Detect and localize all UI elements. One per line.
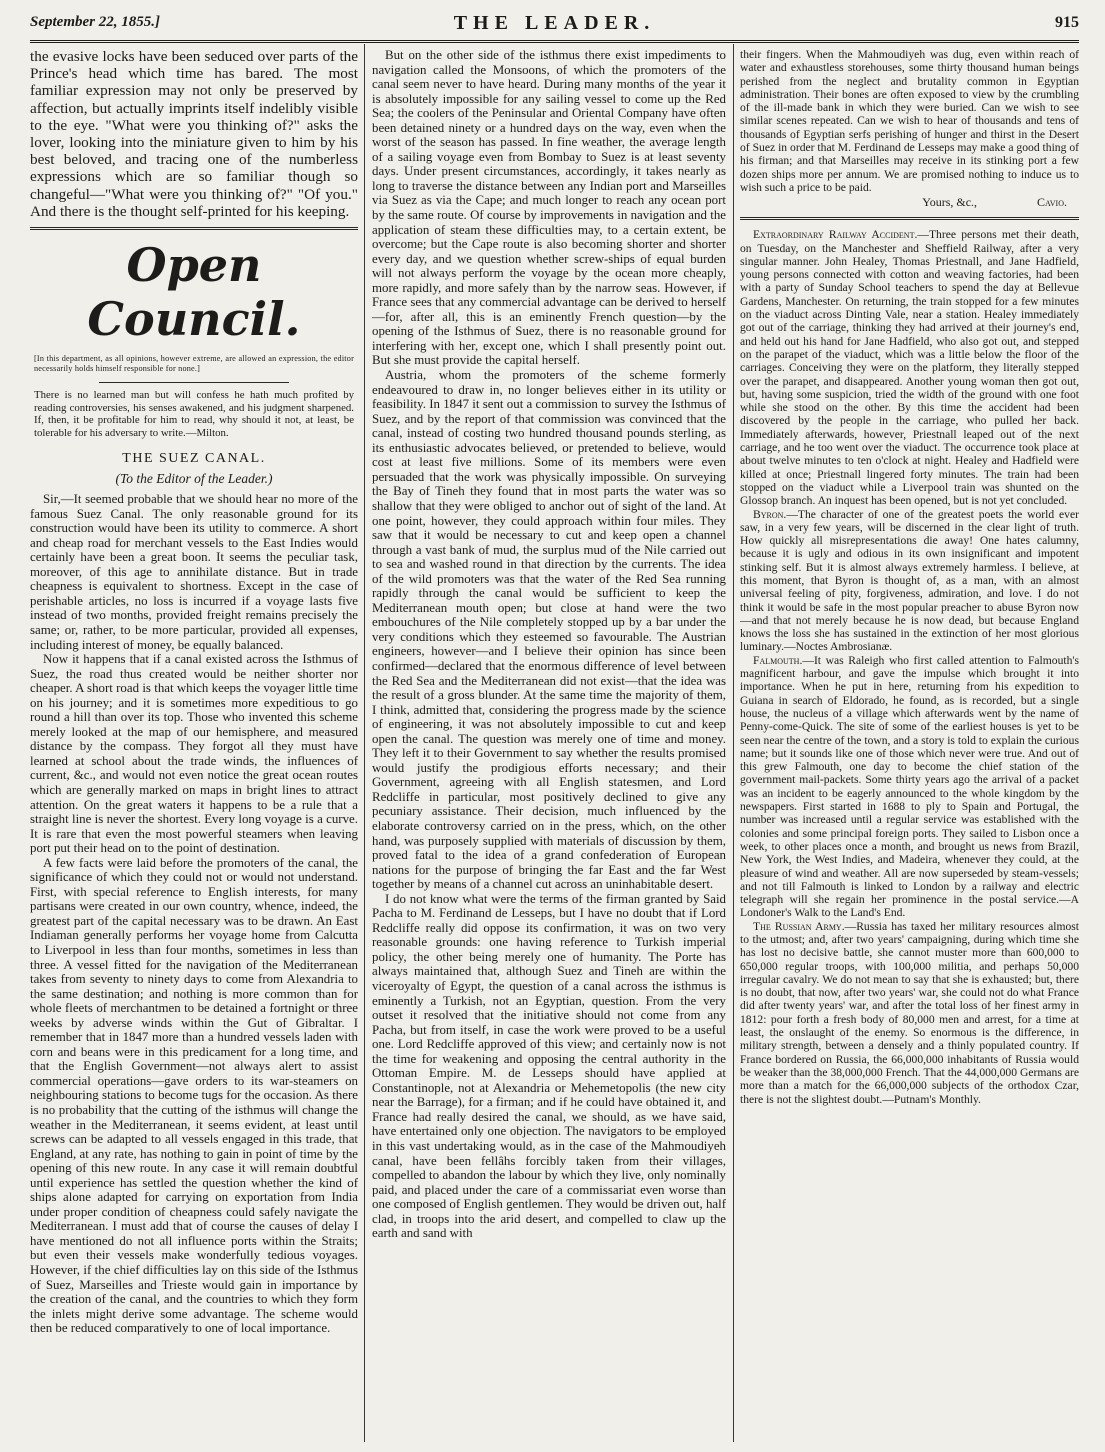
column-3 <box>740 48 1079 1444</box>
section-title: Open Council. <box>87 238 301 347</box>
news-item-text: —Three persons met their death, on Tuesday, on the Manchester and Sheffield Railway, after a very singular manner. John Healey, Thomas Priestnall, and Jane Hadfield, young persons connected with cotton and weaving factories, had been with a party of Sunday School teachers to spend the day at Bellevue Gardens, Manchester. On returning, the train stopped for a few minutes on the viaduct across Dinting Vale, near a station. Healey immediately got out of the carriage, thinking they had arrived at their journey's end, and held out his hand for Jane Hadfield, who also got out, and stepped on the parapet of the viaduct, which was a little below the floor of the carriages. Conceiving they were on the platform, they literally stepped over the parapet, and disappeared. Another young woman then got out, but, having some suspicion, tried the width of the ground with one foot while she stood on the other. By this time the accident had been discovered by the people in the carriage, who pulled her back. Immediately afterwards, however, Priestnall leaped out of the next carriage, and he too went over the viaduct. The occurrence took place at about twelve minutes to ten o'clock at night. Healey and Hadfield were killed at once; Priestnall lingered forty minutes. The train had been stopped on the viaduct while a Liverpool train was shunted on the Glossop branch. An inquest has been opened, but is not yet concluded. <box>740 228 1079 508</box>
paragraph: Now it happens that if a canal existed across the Isthmus of Suez, the road thus created would be neither shorter nor cheaper. A short road is that which keeps the voyager little time on his journey; and it is sometimes more expeditious to go round a hill than over its top. Those who invented this scheme merely looked at the map of our hemisphere, and measured distance by the compass. They forgot all they must have learned at school about the trade winds, the influences of current, &c., and would not even notice the great ocean routes which are generally marked on maps in bright lines to attract attention. On the great waters it happens to be a rule that a straight line is never the shortest. Every long voyage is a curve. It is rare that even the most powerful steamers when leaving port put their head on to the point of destination. <box>30 652 358 856</box>
news-item-heading: Byron. <box>753 507 787 521</box>
column-rule <box>733 44 734 1442</box>
news-item-text: —Russia has taxed her military resources almost to the utmost; and, after two years' campaigning, during which time she has lost no decisive battle, she cannot muster more than 600,000 to 650,000 regular troops, with 100,000 militia, and perhaps 50,000 irregular cavalry. We do not mean to say that she is exhausted; but, there is no doubt, that now, after two years' war, she could not do what France did after twenty years' war, and after the total loss of her finest army in 1812: pour forth a fresh body of 80,000 men and arrest, for a time at least, the onslaught of the enemy. So enormous is the difference, in military strength, between a densely and a thinly populated country. If France bordered on Russia, the 66,000,000 inhabitants of Russia would be weaker than the 38,000,000 French. That the 44,000,000 Germans are more than a match for the 66,000,000 subjects of the orthodox Czar, there is not the slightest doubt.—Putnam's Monthly. <box>740 919 1079 1106</box>
section-divider <box>740 217 1079 220</box>
letter-subtitle: (To the Editor of the Leader.) <box>115 471 273 487</box>
signature-name: Cavio. <box>1037 195 1067 210</box>
paragraph: Sir,—It seemed probable that we should hear no more of the famous Suez Canal. The only reasonable ground for its construction would have been its utility to commerce. A short and cheap road for merchant vessels to the East Indies would certainly have been a great boon. It seems the peculiar task, moreover, of this age to annihilate distance. But in trade cheapness is equivalent to shortness. Except in the case of perishable articles, no loss is incurred if a voyage lasts five instead of two months, provided freight remains precisely the same; or, rather, to be more particular, provided all expenses, including interest of money, be equally balanced. <box>30 492 358 652</box>
news-item <box>740 920 1079 1106</box>
rule <box>99 382 289 383</box>
opening-paragraph: the evasive locks have been seduced over parts of the Prince's head which time has bared. The most familiar expression may not only be preserved by affection, but actually imprints itself indelibly visible to the eye. "What were you thinking of?" asks the lover, looking into the miniature given to him by his best beloved, and tracing one of the numberless expressions which are so familiar though so changeful—"What were you thinking of?" "Of you." And there is the thought self-printed for his keeping. <box>30 48 358 220</box>
news-item-heading: Falmouth. <box>753 653 803 667</box>
milton-quote: There is no learned man but will confess he hath much profited by reading controversies, his senses awakened, and his judgment sharpened. If, then, it be profitable for him to read, why should it not, at least, be tolerable for his adversary to write.—Milton. <box>34 389 354 439</box>
letter-conclusion: their fingers. When the Mahmoudiyeh was dug, even within reach of water and exhaustless storehouses, some thirty thousand human beings perished from the neglect and brutality common in Egyptian administration. Their bones are often exposed to view by the crumbling of the ill-made bank in which they were buried. Can we wish to see similar scenes repeated. Can we wish to hear of thousands and tens of thousands of Egyptian serfs perishing of hunger and thirst in the Desert of Suez in order that M. Ferdinand de Lesseps may make a good thing of his firman; and that Marseilles may receive in its stinking port a few dozen ships more per annum. We are promised nothing to induce us to wish such a price to be paid. <box>740 48 1079 194</box>
letter-title: THE SUEZ CANAL. <box>122 451 266 467</box>
column-rule <box>364 44 365 1442</box>
news-item-text: —The character of one of the greatest poets the world ever saw, in a very few years, will be discerned in the clear light of truth. How quickly all misrepresentations die away! One hates calumny, because it is ugly and odious in its own insignificant and impotent stinking self. But it is almost always extremely harmless. I believe, at this moment, that Byron is thought of, as a man, with an almost universal feeling of pity, forgiveness, admiration, and love. I do not think it would be safe in the most popular preacher to abuse Byron now—and that not merely because he is now dead, but because England knows the loss she has sustained in the extinction of her most glorious luminary.—Noctes Ambrosianæ. <box>740 507 1079 654</box>
news-item-text: —It was Raleigh who first called attention to Falmouth's magnificent harbour, and gave the impulse which brought it into importance. When he put in here, returning from his expedition to Guiana in search of Eldorado, he found, as is recorded, but a single house, the nucleus of a village which afterwards went by the name of Penny-come-Quick. The site of some of the earliest houses is yet to be seen near the centre of the town, and a story is told to explain the curious name; but it sounds like one of those which never were true. And out of this grew Falmouth, one day to become the chief station of the government mail-packets. Some thirty years ago the arrival of a packet was an incident to be eagerly announced to the whole kingdom by the newspapers. First started in 1688 to ply to Spain and Portugal, the number was increased until a regular service was established with the colonies and some principal foreign ports. They sailed to Lisbon once a week, to other places once a month, and brought us news from Brazil, New York, the West Indies, and Madeira, whenever they could, at the pleasure of wind and weather. All are now superseded by steam-vessels; and not till Falmouth is linked to London by a railway and electric telegraph will she regain her prominence in the postal service.—A Londoner's Walk to the Land's End. <box>740 653 1079 920</box>
header-rule <box>30 40 1079 43</box>
paragraph: I do not know what were the terms of the firman granted by Said Pacha to M. Ferdinand de Lesseps, but I have no doubt that if Lord Redcliffe really did oppose its confirmation, it was on two very reasonable grounds: one having reference to Turkish imperial policy, the other being merely one of humanity. The Porte has always maintained that, although Suez and Tineh are within the viceroyalty of Egypt, the question of a canal across the isthmus is eminently a Turkish, not an Egyptian, question. From the very outset it resolved that the initiative should not come from any Pacha, but from itself, in case the work were proved to be a useful one. Lord Redcliffe approved of this view; and certainly now is not the time for weakening and opposing the central authority in the Ottoman Empire. M. de Lesseps should have applied at Constantinople, not at Alexandria or Mehemetopolis (the new city near the Barrage), for a firman; and if he could have obtained it, and France had really desired the canal, we should, as we have said, have entertained only one objection. The navigators to be employed in this vast undertaking would, as in the case of the Mahmoudiyeh canal, have been fellâhs forcibly taken from their villages, compelled to abandon the labour by which they live, only nominally paid, and placed under the care of a commissariat even worse than one composed of English gentlemen. They would be driven out, half clad, in troops into the arid desert, and compelled to claw up the earth and sand with <box>372 891 726 1241</box>
page-header <box>30 14 1079 36</box>
page-number: 915 <box>1055 14 1079 31</box>
paragraph: Austria, whom the promoters of the scheme formerly endeavoured to draw in, no longer believes either in its utility or feasibility. In 1847 it sent out a commission to survey the Isthmus of Suez, and by the report of that commission was convinced that the canal, instead of costing two hundred thousand pounds sterling, as its enthusiastic advocates believed, or pretended to believe, would cost at least five millions. Some of its members were even persuaded that the work was physically impossible. On surveying the Bay of Tineh they found that in most parts the water was so shallow that they were obliged to anchor out of sight of the land. At one point, however, they could approach within four miles. They saw that it would be necessary to cut and keep open a channel through a vast bank of mud, the surplus mud of the Nile carried out to sea and washed round in that direction by the currents. The idea of the wild promoters was that the water of the Red Sea running rapidly through the canal would be sufficient to keep the Mediterranean mouth open; but close at hand were the two embouchures of the Nile completely stopped up by a bar under the very conditions which they esteemed so favourable. The Austrian engineers, however—and I believe their opinion has since been confirmed—declared that the enormous difference of level between the Red Sea and the Mediterranean did not exist—that the idea was the result of a gross blunder. At the same time the majority of them, I think, admitted that, considering the progress made by the science of engineering, it was not absolutely impossible to cut and keep open the canal. The question was merely one of time and money. They left it to their Government to say whether the results promised would justify the prodigious efforts necessary; and their Government, agreeing with all English statesmen, and Lord Redcliffe in particular, most positively declined to give any pecuniary assistance. Their decision, much influenced by the elaborate controversy carried on in the press, which, on the other hand, was purposely supplied with materials of discussion by them, proved fatal to the idea of a grand confederation of European nations for the purpose of bringing the far East and the far West together by means of a channel cut across an uninhabitable desert. <box>372 368 726 892</box>
section-divider <box>30 227 358 230</box>
news-item-heading: Extraordinary Railway Accident. <box>753 228 918 242</box>
news-item <box>740 654 1079 920</box>
news-item <box>740 508 1079 654</box>
masthead-title: THE LEADER. <box>453 12 656 34</box>
issue-date: September 22, 1855.] <box>30 14 160 30</box>
editorial-note: [In this department, as all opinions, however extreme, are allowed an expression, the editor necessarily holds himself responsible for none.] <box>34 354 354 374</box>
news-item <box>740 228 1079 507</box>
letter-signature <box>740 195 1067 210</box>
column-2 <box>372 48 726 1444</box>
paragraph: A few facts were laid before the promoters of the canal, the significance of which they could not or would not understand. First, with special reference to English interests, for many partisans were created in our own country, whence, indeed, the greatest part of the capital necessary was to be drawn. An East Indiaman generally performs her voyage home from Calcutta to Liverpool in less than four months, sometimes in less than three. A vessel fitted for the navigation of the Mediterranean takes from seventy to ninety days to come from Alexandria to the same destination; and nothing is more common than for whole fleets of merchantmen to be detained a fortnight or three weeks by adverse winds within the Gut of Gibraltar. I remember that in 1847 more than a hundred vessels laden with corn and beans were in this predicament for a long time, and that the English Government—not always alert to assist commercial operations—gave orders to its war-steamers on neighbouring stations to become tugs for the occasion. As there is no probability that the cutting of the isthmus will change the weather in the Mediterranean, it seems evident, at least until screws can be adapted to all vessels engaged in this trade, that England, at any rate, has nothing to gain in point of time by the opening of this new route. In any case it will remain doubtful until experience has settled the question whether the kind of ships alone adapted for carrying on exportation from India under proper condition of cheapness could safely navigate the Mediterranean. I must add that of course the causes of delay I have mentioned do not all influence ports within the Straits; but even their vessels make wonderfully tedious voyages. However, if the chief difficulties lay on this side of the Isthmus of Suez, Marseilles and Trieste would gain in importance by the creation of the canal, and the countries to which they form the inlets might derive some advantage. The scheme would then be reduced comparatively to one of local importance. <box>30 855 358 1336</box>
signoff: Yours, &c., <box>922 195 978 210</box>
column-1 <box>30 48 358 1444</box>
paragraph: But on the other side of the isthmus there exist impediments to navigation called the Monsoons, of which the promoters of the canal seem never to have heard. During many months of the year it is absolutely impossible for any sailing vessel to come up the Red Sea; the coolers of the Peninsular and Oriental Company have often been detained ninety or a hundred days on the way, even when the worst of the season has passed. In fine weather, the average length of a sailing voyage even from Bombay to Suez is at least seventy days. Under present circumstances, accordingly, it takes nearly as long to traverse the distance between any Indian port and Marseilles via Suez as via the Cape; and much longer to reach any ocean port by the same route. Of course by improvements in navigation and the application of steam these difficulties may, to a certain extent, be overcome; but the Cape route is also becoming shorter and shorter every day, and we question whether screw-ships of equal burden will not always perform the voyage by the ocean more cheaply, more rapidly, and more safely than by the narrow seas. However, if France sees that any commercial advantage can be derived to herself—for, after all, this is an eminently French question—by the opening of the Isthmus of Suez, there is no reasonable ground for interfering with her, except one, which I shall presently point out. But she must provide the capital herself. <box>372 48 726 368</box>
news-item-heading: The Russian Army. <box>753 919 845 933</box>
